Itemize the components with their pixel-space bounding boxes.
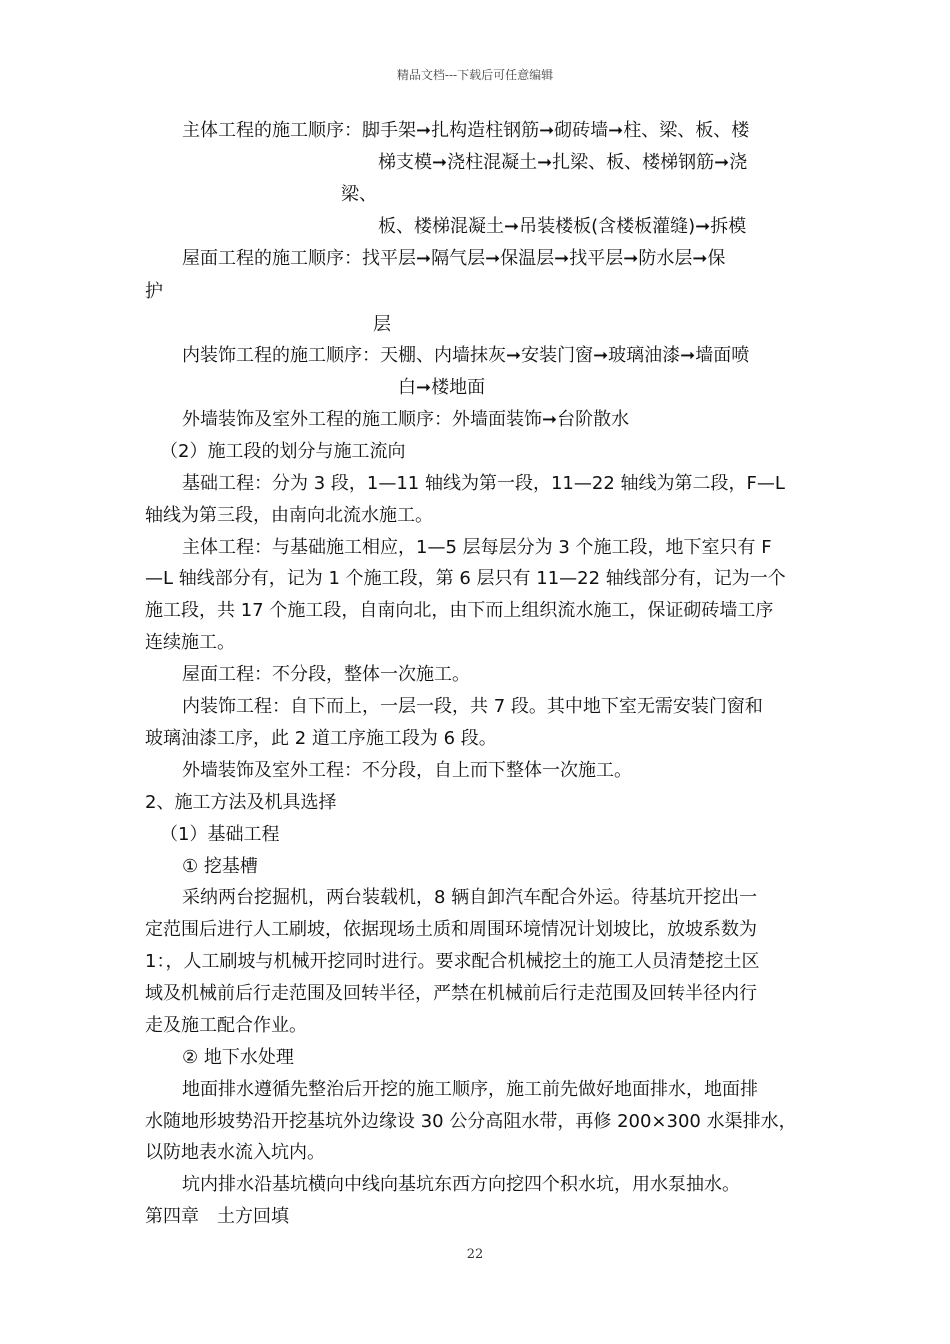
text-line: 水随地形坡势沿开挖基坑外边缘设 30 公分高阻水带，再修 200×300 水渠排水， xyxy=(145,1111,797,1132)
section-heading: ② 地下水处理 xyxy=(182,1047,294,1068)
text-line: 外墙装饰及室外工程的施工顺序：外墙面装饰➞台阶散水 xyxy=(182,409,630,430)
text-line: 板、楼梯混凝土➞吊装楼板(含楼板灌缝)➞拆模 xyxy=(378,216,747,237)
section-heading: ① 挖基槽 xyxy=(182,856,258,877)
text-line: 主体工程：与基础施工相应，1—5 层每层分为 3 个施工段，地下室只有 F xyxy=(182,537,772,558)
text-line: 屋面工程的施工顺序：找平层➞隔气层➞保温层➞找平层➞防水层➞保 xyxy=(182,248,726,269)
section-heading: （2）施工段的划分与施工流向 xyxy=(160,441,406,462)
text-line: 定范围后进行人工刷坡，依据现场土质和周围环境情况计划坡比，放坡系数为 xyxy=(145,919,757,940)
text-line: 走及施工配合作业。 xyxy=(145,1015,307,1036)
text-line: 域及机械前后行走范围及回转半径，严禁在机械前后行走范围及回转半径内行 xyxy=(145,983,757,1004)
text-line: 连续施工。 xyxy=(145,632,235,653)
page-number: 22 xyxy=(466,1247,484,1262)
text-line: 梯支模➞浇柱混凝土➞扎梁、板、楼梯钢筋➞浇 xyxy=(378,152,748,173)
text-line: 层 xyxy=(373,314,391,335)
section-heading: 2、施工方法及机具选择 xyxy=(145,792,337,813)
text-line: 施工段，共 17 个施工段，自南向北，由下而上组织流水施工，保证砌砖墙工序 xyxy=(145,600,774,621)
text-line: 护 xyxy=(145,281,163,302)
text-line: 基础工程：分为 3 段，1—11 轴线为第一段，11—22 轴线为第二段，F—L xyxy=(182,473,785,494)
text-line: 以防地表水流入坑内。 xyxy=(145,1142,325,1163)
text-line: 轴线为第三段，由南向北流水施工。 xyxy=(145,505,433,526)
text-line: 梁、 xyxy=(341,184,377,205)
text-line: 玻璃油漆工序，此 2 道工序施工段为 6 段。 xyxy=(145,728,497,749)
text-line: 内装饰工程：自下而上，一层一段，共 7 段。其中地下室无需安装门窗和 xyxy=(182,696,763,717)
text-line: —L 轴线部分有，记为 1 个施工段，第 6 层只有 11—22 轴线部分有，记为一个 xyxy=(145,568,786,589)
text-line: 主体工程的施工顺序：脚手架➞扎构造柱钢筋➞砌砖墙➞柱、梁、板、楼 xyxy=(182,120,750,141)
page-header: 精品文档---下载后可任意编辑 xyxy=(396,68,554,82)
text-line: 白➞楼地面 xyxy=(398,377,486,398)
text-line: 采纳两台挖掘机，两台装载机，8 辆自卸汽车配合外运。待基坑开挖出一 xyxy=(182,887,758,908)
text-line: 内装饰工程的施工顺序：天棚、内墙抹灰➞安装门窗➞玻璃油漆➞墙面喷 xyxy=(182,345,750,366)
section-heading: （1）基础工程 xyxy=(160,824,280,845)
chapter-heading: 第四章 土方回填 xyxy=(145,1206,289,1227)
text-line: 1：，人工刷坡与机械开挖同时进行。要求配合机械挖土的施工人员清楚挖土区 xyxy=(145,951,760,972)
text-line: 地面排水遵循先整治后开挖的施工顺序，施工前先做好地面排水，地面排 xyxy=(182,1079,758,1100)
text-line: 坑内排水沿基坑横向中线向基坑东西方向挖四个积水坑，用水泵抽水。 xyxy=(182,1174,740,1195)
text-line: 外墙装饰及室外工程：不分段，自上而下整体一次施工。 xyxy=(182,760,632,781)
text-line: 屋面工程：不分段，整体一次施工。 xyxy=(182,664,470,685)
